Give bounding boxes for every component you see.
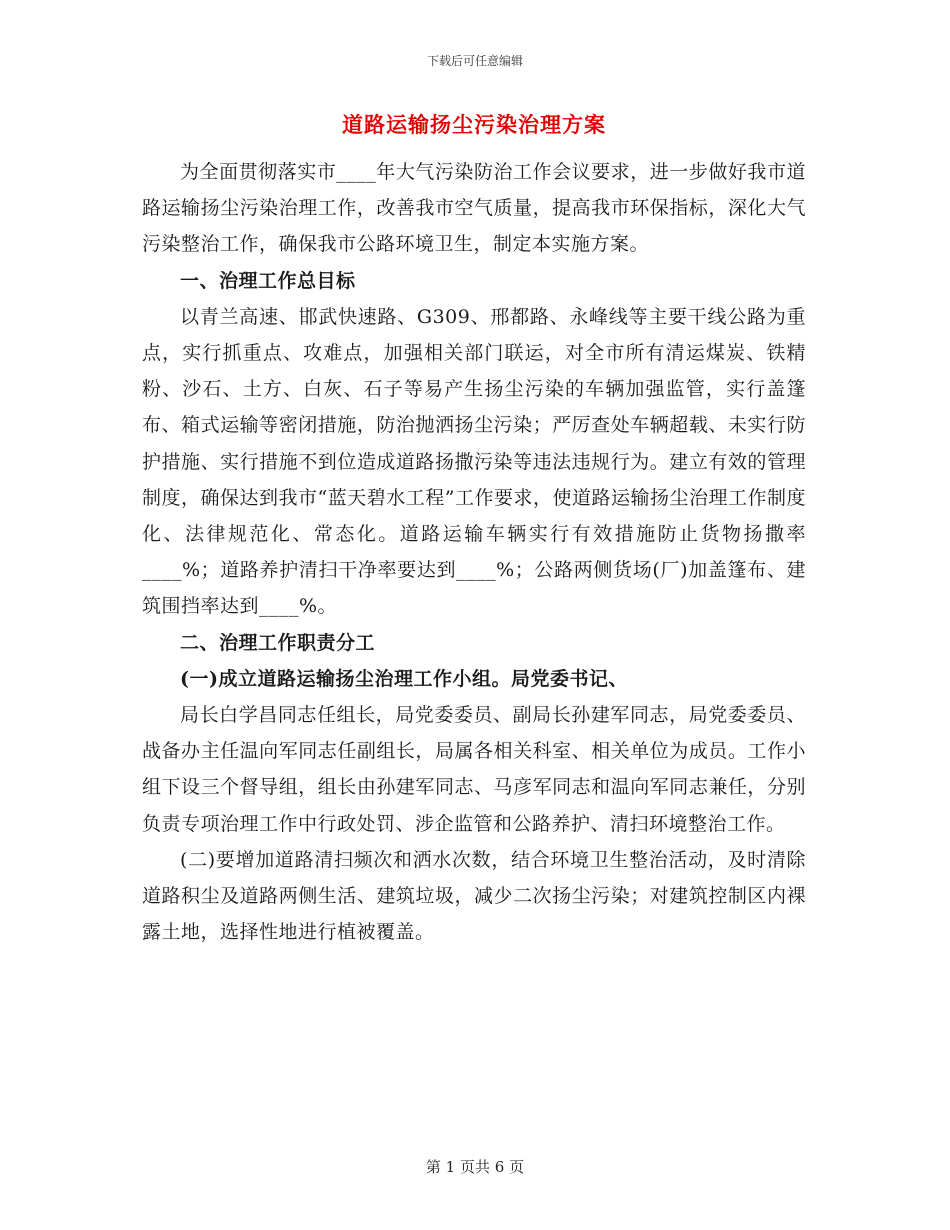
intro-paragraph: 为全面贯彻落实市____年大气污染防治工作会议要求，进一步做好我市道路运输扬尘污染治理工作，改善我市空气质量，提高我市环保指标，深化大气污染整治工作，确保我市公路环境卫生，制定本实施方案。 [142, 161, 806, 256]
team-paragraph: 局长白学昌同志任组长，局党委委员、副局长孙建军同志，局党委委员、战备办主任温向军同志任副组长，局属各相关科室、相关单位为成员。工作小组下设三个督导组，组长由孙建军同志、马彦军同志和温向军同志兼任，分别负责专项治理工作中行政处罚、涉企监管和公路养护、清扫环境整治工作。 [142, 704, 806, 835]
section-heading-2: 二、治理工作职责分工 [180, 631, 376, 654]
document-title: 道路运输扬尘污染治理方案 [342, 112, 606, 137]
subsection-heading-1: (一)成立道路运输扬尘治理工作小组。局党委书记、 [180, 667, 628, 690]
document-body [142, 108, 806, 950]
header-note: 下载后可任意编辑 [426, 54, 523, 68]
section-heading-1: 一、治理工作总目标 [180, 269, 356, 292]
goal-paragraph: 以青兰高速、邯武快速路、G309、邢都路、永峰线等主要干线公路为重点，实行抓重点、攻难点，加强相关部门联运，对全市所有清运煤炭、铁精粉、沙石、土方、白灰、石子等易产生扬尘污染的车辆加强监管，实行盖篷布、箱式运输等密闭措施，防治抛洒扬尘污染；严厉查处车辆超载、未实行防护措施、实行措施不到位造成道路扬撒污染等违法违规行为。建立有效的管理制度，确保达到我市“蓝天碧水工程”工作要求，使道路运输扬尘治理工作制度化、法律规范化、常态化。道路运输车辆实行有效措施防止货物扬撒率____%；道路养护清扫干净率要达到____%；公路两侧货场(厂)加盖篷布、建筑围挡率达到____%。 [142, 305, 806, 618]
page-number: 第 1 页共 6 页 [425, 1158, 525, 1176]
cleaning-paragraph: (二)要增加道路清扫频次和洒水次数，结合环境卫生整治活动，及时清除道路积尘及道路两侧生活、建筑垃圾，减少二次扬尘污染；对建筑控制区内裸露土地，选择性地进行植被覆盖。 [142, 848, 806, 944]
